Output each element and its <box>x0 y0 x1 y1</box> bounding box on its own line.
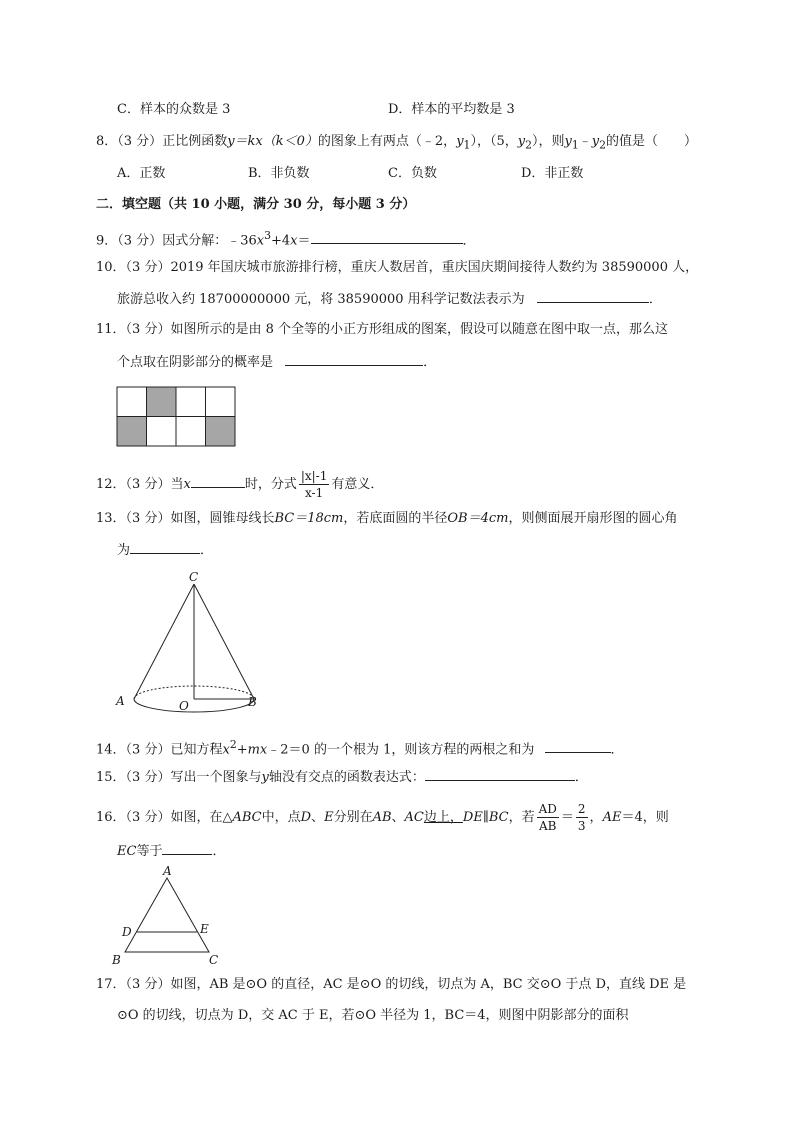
q16-triangle-figure <box>108 862 228 972</box>
q8-option-b: B．非负数 <box>248 166 310 181</box>
q8-option-c: C．负数 <box>388 166 437 181</box>
q14-answer-blank[interactable] <box>545 738 611 753</box>
q10-answer-blank[interactable] <box>537 288 649 303</box>
triangle-label-e: E <box>200 922 209 936</box>
q10-line2: 旅游总收入约 18700000000 元，将 38590000 用科学记数法表示为 ． <box>117 288 662 310</box>
grid-cell <box>147 417 177 447</box>
grid-cell <box>206 387 236 417</box>
q14-stem: 14．（3 分）已知方程$x^2+mx﹣2=0$ 的一个根为 1，则该方程的两根之和为 ． <box>96 738 624 758</box>
q7-option-d: D．样本的平均数是 3 <box>388 102 515 117</box>
q16-answer-blank[interactable] <box>162 840 212 855</box>
q16-ratio-fraction: $\frac{AD}{AB}$ <box>538 802 557 833</box>
q11-square-grid-figure <box>116 386 236 448</box>
q17-line1: 17．（3 分）如图，AB 是⊙O 的直径，AC 是⊙O 的切线，切点为 A，BC 交⊙O 于点 D，直线 DE 是 <box>96 977 687 992</box>
q11-line1: 11．（3 分）如图所示的是由 8 个全等的小正方形组成的图案，假设可以随意在图中取一点，那么这 <box>96 322 668 337</box>
q9-answer-blank[interactable] <box>311 229 463 244</box>
triangle-label-c: C <box>209 953 219 967</box>
q8-option-a: A．正数 <box>117 166 166 181</box>
cone-label-c: C <box>189 570 199 584</box>
cone-label-o: O <box>179 699 189 713</box>
grid-cell-shaded <box>147 387 177 417</box>
q12-fraction: $\frac{|x|-1}{x-1}$ <box>300 469 328 500</box>
q13-answer-blank[interactable] <box>130 539 200 554</box>
q16-line2: EC等于 ． <box>117 840 225 862</box>
section-2-heading: 二．填空题（共 10 小题，满分 30 分，每小题 3 分） <box>96 197 416 212</box>
q15-stem: 15．（3 分）写出一个图象与y轴没有交点的函数表达式： ． <box>96 766 588 788</box>
cone-label-b: B <box>248 695 257 709</box>
q10-line1: 10．（3 分）2019 年国庆城市旅游排行榜，重庆人数居首，重庆国庆期间接待人数约为 38590000 人， <box>96 260 699 275</box>
q8-score: （3 分） <box>117 134 163 149</box>
triangle-abc <box>125 878 209 952</box>
q8-number: 8． <box>96 134 118 149</box>
q7-option-c: C．样本的众数是 3 <box>117 102 231 117</box>
grid-cell <box>117 387 147 417</box>
q15-answer-blank[interactable] <box>425 766 575 781</box>
q8-stem: 8．（3 分）正比例函数y＝kx（k＜0）的图象上有两点（﹣2，$y_1$），（5，$y_2$），则$y_1﹣y_2$的值是（ ） <box>96 134 698 152</box>
q8-option-d: D．非正数 <box>521 166 584 181</box>
triangle-label-b: B <box>112 953 121 967</box>
cone-slant-left <box>134 584 194 699</box>
q13-line2: 为 ． <box>117 539 213 561</box>
q12-answer-blank[interactable] <box>191 473 245 488</box>
q9-stem: 9．（3 分）因式分解：$﹣36x^3+4x=$ ． <box>96 229 476 249</box>
triangle-label-a: A <box>163 864 172 878</box>
grid-cell-shaded <box>206 417 236 447</box>
grid-cell-shaded <box>117 417 147 447</box>
cone-label-a: A <box>116 694 125 708</box>
q13-cone-figure <box>110 568 270 718</box>
grid-cell <box>176 387 206 417</box>
cone-base-front <box>134 699 254 712</box>
q16-line1: 16．（3 分）如图，在△ABC中，点D、E分别在AB、AC边上，DE∥BC，若 $\frac{AD}{AB}$ ＝ $\frac{2}{3}$ ，AE＝4，则 <box>96 802 669 833</box>
q13-line1: 13．（3 分）如图，圆锥母线长BC＝18cm，若底面圆的半径OB＝4cm，则侧面展开扇形图的圆心角 <box>96 511 678 526</box>
q11-line2: 个点取在阴影部分的概率是 ． <box>117 351 436 373</box>
triangle-label-d: D <box>122 925 132 939</box>
q17-line2: ⊙O 的切线，切点为 D，交 AC 于 E，若⊙O 半径为 1，BC＝4，则图中阴影部分的面积 <box>117 1008 629 1023</box>
grid-cell <box>176 417 206 447</box>
q16-value-fraction: $\frac{2}{3}$ <box>577 802 586 833</box>
q12-stem: 12．（3 分）当x 时，分式 $\frac{|x|-1}{x-1}$ 有意义． <box>96 469 384 500</box>
q11-answer-blank[interactable] <box>285 351 423 366</box>
q8-equation: y＝kx（k＜0） <box>227 134 318 149</box>
cone-slant-right <box>194 584 254 699</box>
